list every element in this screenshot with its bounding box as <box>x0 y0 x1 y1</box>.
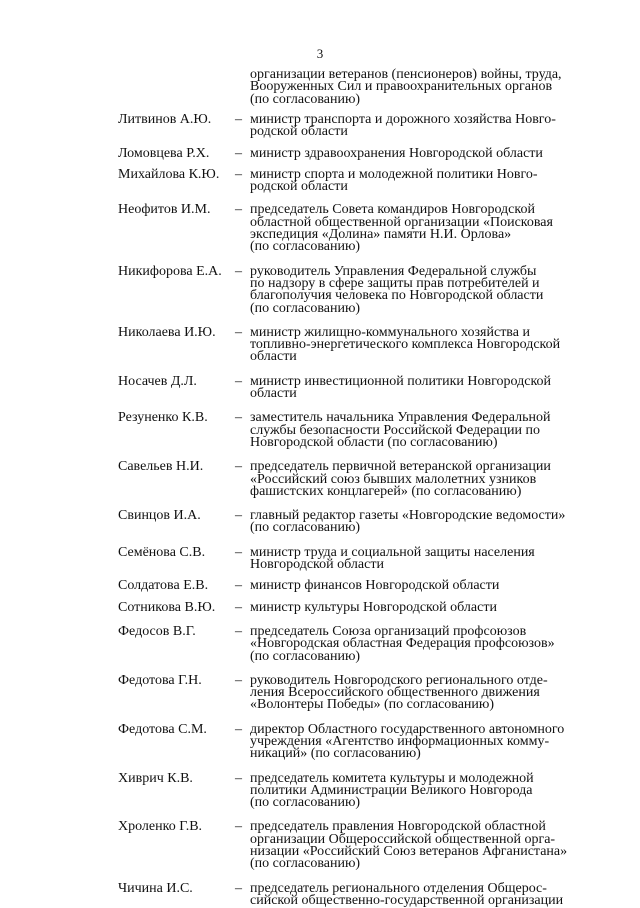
member-entry <box>118 821 588 870</box>
member-position-line: области <box>250 386 297 402</box>
member-entry <box>118 721 588 762</box>
member-position-line: заместитель начальника Управления Федеральной <box>250 410 551 426</box>
member-entry <box>118 599 588 615</box>
member-position-line: министр финансов Новгородской области <box>250 578 500 594</box>
member-position-line: учреждения «Агентство информационных комму- <box>250 733 550 749</box>
entry-dash: – <box>235 112 242 127</box>
member-position-line: «Новгородская областная Федерация профсоюзов» <box>250 636 555 652</box>
member-position <box>250 166 590 195</box>
member-position-line: никаций» (по согласованию) <box>250 746 421 762</box>
member-name: Никифорова Е.А. <box>118 263 222 279</box>
member-entry <box>118 412 588 449</box>
member-entry <box>118 263 588 316</box>
member-entry <box>118 324 588 365</box>
entry-dash: – <box>235 544 242 560</box>
member-entry <box>118 373 588 402</box>
entry-dash: – <box>235 770 242 786</box>
member-position-line: министр жилищно-коммунального хозяйства и <box>250 324 530 340</box>
member-position-line: «Волонтеры Победы» (по согласованию) <box>250 697 495 713</box>
member-position-line: области <box>250 349 297 365</box>
entry-dash: – <box>235 263 242 279</box>
member-name: Михайлова К.Ю. <box>118 166 220 182</box>
entry-dash: – <box>235 672 242 688</box>
member-position-line: по надзору в сфере защиты прав потребителей и <box>250 275 540 291</box>
member-position-line: областной общественной организации «Поисковая <box>250 214 553 230</box>
member-position-line: председатель Союза организаций профсоюзов <box>250 623 527 639</box>
member-position-line: председатель Совета командиров Новгородской <box>250 202 535 218</box>
member-position <box>250 412 590 449</box>
member-entry <box>118 770 588 811</box>
member-position-line: (по согласованию) <box>250 239 361 255</box>
member-position-line: руководитель Управления Федеральной службы <box>250 263 537 279</box>
member-entry <box>118 204 588 253</box>
continuation-text <box>250 69 590 106</box>
member-position-line: родской области <box>250 124 348 140</box>
member-position-line: родской области <box>250 179 348 195</box>
entry-dash: – <box>235 819 242 835</box>
member-name: Носачев Д.Л. <box>118 373 197 389</box>
member-position-line: организации Общероссийской общественной орга- <box>250 831 556 847</box>
member-entry <box>118 166 588 195</box>
entry-dash: – <box>235 459 242 475</box>
member-position-line: председатель правления Новгородской областной <box>250 819 546 835</box>
page-number: 3 <box>316 46 324 61</box>
member-position-line: ления Всероссийского общественного движения <box>250 685 540 701</box>
member-position-line: (по согласованию) <box>250 520 361 536</box>
member-entry <box>118 623 588 664</box>
member-position <box>250 204 590 253</box>
continuation-line: организации ветеранов (пенсионеров) войны, труда, <box>250 67 562 82</box>
entry-dash: – <box>235 202 242 218</box>
member-name: Литвинов А.Ю. <box>118 112 212 127</box>
member-position-line: министр спорта и молодежной политики Новго- <box>250 166 538 182</box>
member-position-line: благополучия человека по Новгородской области <box>250 288 544 304</box>
entry-dash: – <box>235 623 242 639</box>
member-name: Савельев Н.И. <box>118 459 204 475</box>
entry-dash: – <box>235 145 242 161</box>
entry-dash: – <box>235 324 242 340</box>
member-position-line: руководитель Новгородского регионального отде- <box>250 672 548 688</box>
member-position-line: председатель регионального отделения Общерос- <box>250 880 547 896</box>
member-name: Резуненко К.В. <box>118 410 208 426</box>
member-position-line: (по согласованию) <box>250 856 361 872</box>
member-position-line: директор Областного государственного автономного <box>250 721 565 737</box>
continuation-line: Вооруженных Сил и правоохранительных органов <box>250 79 553 95</box>
member-name: Свинцов И.А. <box>118 508 201 524</box>
member-entry <box>118 461 588 498</box>
entry-dash: – <box>235 599 242 615</box>
member-name: Федотова С.М. <box>118 721 207 737</box>
member-position <box>250 461 590 498</box>
member-position <box>250 263 590 316</box>
member-entry <box>118 580 588 592</box>
member-position <box>250 324 590 365</box>
member-name: Чичина И.С. <box>118 880 193 896</box>
member-position-line: Новгородской области (по согласованию) <box>250 434 498 450</box>
member-list <box>0 114 640 907</box>
member-name: Хроленко Г.В. <box>118 819 203 835</box>
continuation-line: (по согласованию) <box>250 91 361 107</box>
entry-dash: – <box>235 880 242 896</box>
entry-dash: – <box>235 166 242 182</box>
member-position <box>250 672 590 713</box>
member-position-line: (по согласованию) <box>250 300 361 316</box>
member-entry <box>118 544 588 573</box>
member-position <box>250 623 590 664</box>
member-position <box>250 880 590 908</box>
member-position <box>250 114 590 139</box>
member-position-line: министр здравоохранения Новгородской области <box>250 145 543 161</box>
member-position <box>250 721 590 762</box>
member-name: Сотникова В.Ю. <box>118 599 216 615</box>
entry-dash: – <box>235 578 242 594</box>
member-position <box>250 580 590 592</box>
member-entry <box>118 114 588 139</box>
member-entry <box>118 145 588 161</box>
member-position-line: председатель комитета культуры и молодежной <box>250 770 534 786</box>
member-position-line: министр культуры Новгородской области <box>250 599 497 615</box>
member-position-line: «Российский союз бывших малолетних узников <box>250 471 537 487</box>
member-position-line: министр труда и социальной защиты населения <box>250 544 535 560</box>
member-position-line: службы безопасности Российской Федерации по <box>250 422 540 438</box>
member-position-line: (по согласованию) <box>250 648 361 664</box>
member-name: Неофитов И.М. <box>118 202 211 218</box>
member-entry <box>118 880 588 908</box>
member-position-line: Новгородской области <box>250 557 384 573</box>
member-position-line: министр инвестиционной политики Новгородской <box>250 373 552 389</box>
member-position <box>250 373 590 402</box>
entry-dash: – <box>235 508 242 524</box>
member-position <box>250 510 590 535</box>
member-position-line: фашистских концлагерей» (по согласованию) <box>250 483 522 499</box>
member-name: Федосов В.Г. <box>118 623 196 639</box>
member-name: Солдатова Е.В. <box>118 578 209 594</box>
member-entry <box>118 672 588 713</box>
member-entry <box>118 510 588 535</box>
member-position-line: низации «Российский Союз ветеранов Афганистана» <box>250 844 568 860</box>
entry-dash: – <box>235 410 242 426</box>
member-position <box>250 770 590 811</box>
member-position-line: (по согласованию) <box>250 795 361 811</box>
member-position-line: политики Администрации Великого Новгорода <box>250 782 533 798</box>
member-position-line: топливно-энергетического комплекса Новгородской <box>250 337 561 353</box>
member-position-line: сийской общественно-государственной организации <box>250 892 564 908</box>
member-position <box>250 145 590 161</box>
member-position-line: председатель первичной ветеранской организации <box>250 459 551 475</box>
member-position-line: главный редактор газеты «Новгородские ведомости» <box>250 508 566 524</box>
member-position <box>250 544 590 573</box>
member-position-line: министр транспорта и дорожного хозяйства Новго- <box>250 112 556 127</box>
member-name: Семёнова С.В. <box>118 544 206 560</box>
member-position-line: экспедиция «Долина» памяти Н.И. Орлова» <box>250 227 512 243</box>
member-name: Ломовцева Р.Х. <box>118 145 210 161</box>
member-position <box>250 821 590 870</box>
entry-dash: – <box>235 721 242 737</box>
entry-dash: – <box>235 373 242 389</box>
member-position <box>250 599 590 615</box>
member-name: Николаева И.Ю. <box>118 324 216 340</box>
member-name: Федотова Г.Н. <box>118 672 202 688</box>
member-name: Хиврич К.В. <box>118 770 193 786</box>
